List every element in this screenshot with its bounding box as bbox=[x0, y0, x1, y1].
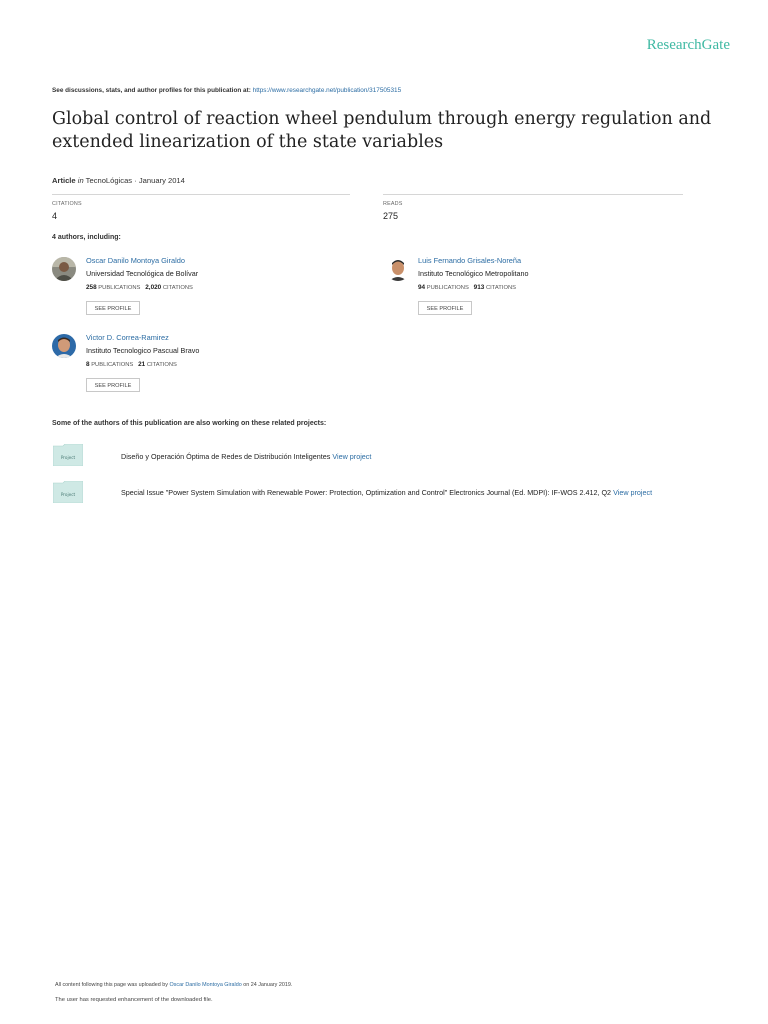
author-avatar[interactable] bbox=[52, 334, 76, 358]
project-title: Special Issue "Power System Simulation with Renewable Power: Protection, Optimization and Control" Electronics Journal (Ed. MDPI): IF-WOS 2.412, Q2 bbox=[121, 488, 612, 497]
publications-count: 258 bbox=[86, 284, 97, 291]
project-title: Diseño y Operación Óptima de Redes de Distribución Inteligentes bbox=[121, 452, 331, 461]
author-stats bbox=[86, 284, 193, 291]
see-profile-button[interactable]: SEE PROFILE bbox=[86, 301, 140, 315]
folder-icon bbox=[53, 481, 83, 503]
citations-label: CITATIONS bbox=[485, 285, 517, 291]
related-projects-heading: Some of the authors of this publication are also working on these related projects: bbox=[52, 420, 327, 427]
citations-divider bbox=[52, 194, 350, 195]
citations-count: 913 bbox=[473, 284, 485, 291]
person-photo-icon bbox=[52, 257, 76, 281]
publications-count: 8 bbox=[86, 361, 90, 368]
see-profile-button[interactable]: SEE PROFILE bbox=[418, 301, 472, 315]
author-avatar[interactable] bbox=[52, 257, 76, 281]
citations-value: 4 bbox=[52, 211, 58, 221]
article-meta bbox=[52, 176, 185, 185]
author-institution: Universidad Tecnológica de Bolívar bbox=[86, 269, 199, 278]
author-stats bbox=[86, 361, 177, 368]
reads-label: READS bbox=[383, 201, 403, 207]
reads-value: 275 bbox=[383, 211, 399, 221]
view-project-link[interactable]: View project bbox=[613, 488, 653, 497]
publications-label: PUBLICATIONS bbox=[426, 285, 469, 291]
project-item bbox=[121, 452, 371, 461]
publications-label: PUBLICATIONS bbox=[98, 285, 141, 291]
author-name-link[interactable]: Victor D. Correa-Ramirez bbox=[86, 333, 169, 342]
author-name-link[interactable]: Luis Fernando Grisales-Noreña bbox=[418, 256, 522, 265]
author-institution: Instituto Tecnologico Pascual Bravo bbox=[86, 346, 200, 355]
see-discussions-text: See discussions, stats, and author profiles for this publication at: bbox=[52, 87, 251, 94]
enhancement-note: The user has requested enhancement of the downloaded file. bbox=[55, 997, 213, 1003]
publications-label: PUBLICATIONS bbox=[91, 362, 134, 368]
citations-label: CITATIONS bbox=[146, 362, 177, 368]
authors-heading: 4 authors, including: bbox=[52, 234, 121, 241]
publications-count: 94 bbox=[418, 284, 426, 291]
researchgate-logo[interactable]: ResearchGate bbox=[646, 37, 730, 53]
upload-prefix: All content following this page was uploaded by bbox=[55, 982, 168, 988]
uploader-link[interactable]: Oscar Danilo Montoya Giraldo bbox=[169, 982, 242, 988]
folder-icon bbox=[53, 444, 83, 466]
article-in: in bbox=[77, 176, 84, 185]
upload-suffix: on 24 January 2019. bbox=[243, 982, 293, 988]
paper-title: Global control of reaction wheel pendulum through energy regulation and extended linearization of the state variables bbox=[52, 109, 712, 152]
reads-divider bbox=[383, 194, 683, 195]
folder-label: Project bbox=[60, 492, 76, 497]
article-venue: TecnoLógicas · January 2014 bbox=[85, 176, 185, 185]
citations-count: 21 bbox=[138, 361, 146, 368]
see-discussions-line bbox=[52, 87, 401, 94]
author-name-link[interactable]: Oscar Danilo Montoya Giraldo bbox=[86, 256, 185, 265]
project-item bbox=[121, 488, 652, 497]
citations-label: CITATIONS bbox=[162, 285, 193, 291]
person-photo-icon bbox=[52, 334, 76, 358]
person-photo-icon bbox=[386, 257, 410, 281]
author-institution: Instituto Tecnológico Metropolitano bbox=[418, 269, 529, 278]
author-stats bbox=[418, 284, 516, 291]
citations-label: CITATIONS bbox=[52, 201, 82, 207]
upload-note bbox=[55, 982, 292, 988]
publication-url-link[interactable]: https://www.researchgate.net/publication/317505315 bbox=[252, 87, 402, 94]
folder-label: Project bbox=[60, 455, 76, 460]
see-profile-button[interactable]: SEE PROFILE bbox=[86, 378, 140, 392]
author-avatar[interactable] bbox=[386, 257, 410, 281]
citations-count: 2,020 bbox=[145, 284, 162, 291]
view-project-link[interactable]: View project bbox=[332, 452, 372, 461]
article-type: Article bbox=[52, 176, 76, 185]
